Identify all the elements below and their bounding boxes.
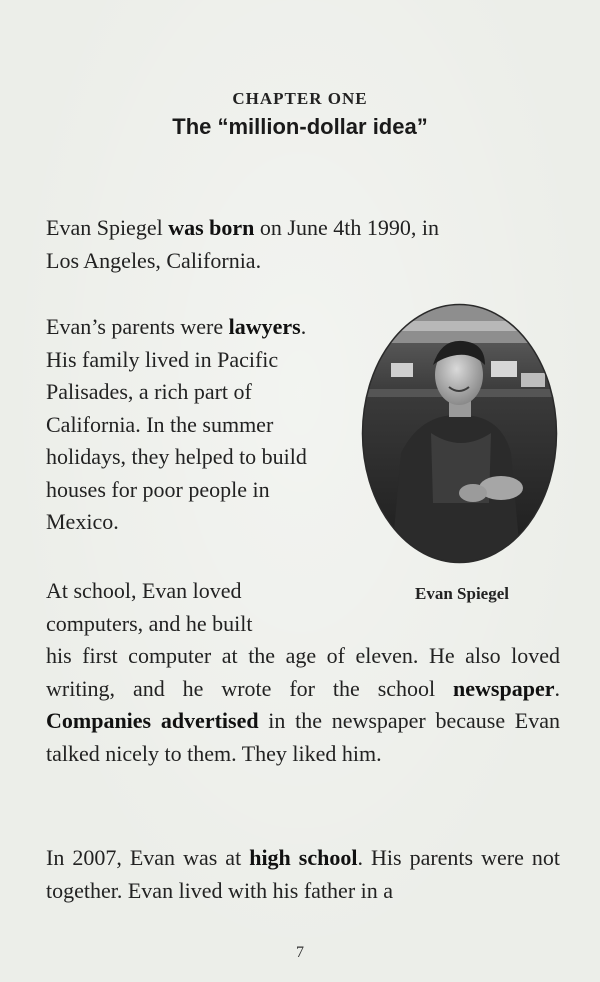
text-run: computers, and he built xyxy=(46,610,253,636)
paragraph-high-school xyxy=(46,842,560,907)
vocab-bold: lawyers xyxy=(228,314,301,339)
page-number: 7 xyxy=(296,944,304,961)
text-run: . xyxy=(554,675,560,701)
photo-caption: Evan Spiegel xyxy=(415,584,509,603)
text-run: . His parents were not together. Evan lived with his father in a xyxy=(46,845,560,903)
vocab-bold: was born xyxy=(168,215,255,240)
paragraph-birth xyxy=(46,212,560,277)
oval-portrait-image xyxy=(361,303,558,564)
text-run: his first computer at the age of eleven. He also loved writing, and he wrote for the school xyxy=(46,643,560,701)
portrait-photo xyxy=(361,303,558,564)
text-run: Evan’s parents were xyxy=(46,314,229,339)
paragraph-school xyxy=(46,575,560,770)
chapter-title: The “million-dollar idea” xyxy=(172,114,428,139)
vocab-bold: Companies advertised xyxy=(46,708,259,733)
text-run: At school, Evan loved xyxy=(46,578,242,603)
text-run: . His family lived in Pacific Palisades, a rich part of California. In the summer holidays, they helped to build houses for poor people in Mexico. xyxy=(46,314,307,534)
paragraph-parents xyxy=(46,311,336,539)
vocab-bold: high school xyxy=(249,845,358,870)
text-run: Los Angeles, California. xyxy=(46,247,262,273)
text-run: Evan Spiegel xyxy=(46,215,169,240)
chapter-label: CHAPTER ONE xyxy=(232,89,368,108)
text-run: in the newspaper because Evan talked nicely to them. They liked him. xyxy=(46,708,560,766)
vocab-bold: newspaper xyxy=(453,675,555,701)
text-run: In 2007, Evan was at xyxy=(46,845,250,870)
text-run: on June 4th 1990, in xyxy=(254,215,439,240)
